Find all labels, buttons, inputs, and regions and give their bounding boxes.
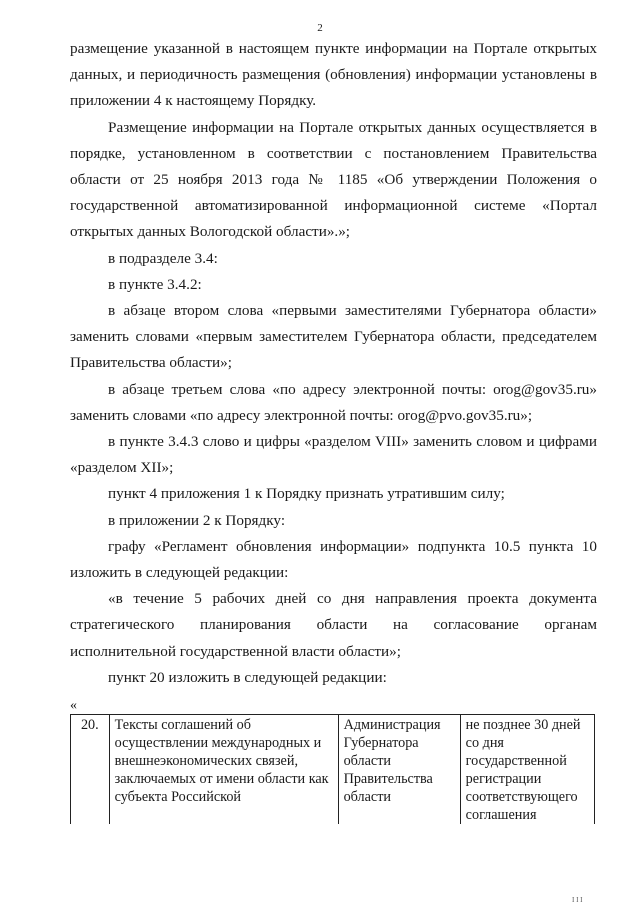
paragraph: пункт 4 приложения 1 к Порядку признать утратившим силу; [108,485,505,503]
paragraph: в абзаце третьем слова «по адресу электронной почты: orog@gov35.ru» заменить словами «по адресу электронной почты: orog@pvo.gov35.ru»; [70,380,597,424]
page-number: 2 [317,22,323,34]
paragraph: Размещение информации на Портале открытых данных осуществляется в порядке, установленном в соответствии с постановлением Правительства области от 25 ноября 2013 года № 1185 «Об утверждении Положения о государственной автоматизированной информационной системе «Портал открытых данных Вологодской области».»; [70,118,597,241]
paragraph: в подразделе 3.4: [108,249,218,267]
document-body [70,36,597,691]
information-text-cell: Тексты соглашений об осуществлении международных и внешнеэкономических связей, заключаемых от имени области как субъекта Российской [109,715,338,825]
footer-mark: I I I [572,896,583,904]
update-term-cell: не позднее 30 дней со дня государственной регистрации соответствующего соглашения [460,715,594,825]
row-number-cell: 20. [71,715,110,825]
paragraph: в пункте 3.4.3 слово и цифры «разделом VIII» заменить словом и цифрами «разделом XII»; [70,433,597,477]
paragraph: пункт 20 изложить в следующей редакции: [108,668,387,686]
paragraph: графу «Регламент обновления информации» подпункта 10.5 пункта 10 изложить в следующей редакции: [70,537,597,582]
point-20-table [70,714,595,824]
responsible-organization-cell: Администрация Губернатора области Правительства области [338,715,460,825]
opening-quote-mark: « [70,698,77,713]
paragraph: в пункте 3.4.2: [108,275,202,293]
paragraph: размещение указанной в настоящем пункте информации на Портале открытых данных, и периодичность размещения (обновления) информации установлены в приложении 4 к настоящему Порядку. [70,40,597,110]
paragraph: в приложении 2 к Порядку: [108,511,286,529]
table-row [71,715,595,825]
paragraph: в абзаце втором слова «первыми заместителями Губернатора области» заменить словами «первым заместителем Губернатора области, председателем Правительства области»; [70,302,597,372]
paragraph: «в течение 5 рабочих дней со дня направления проекта документа стратегического планирования области на согласование органам исполнительной государственной власти области»; [70,590,597,660]
